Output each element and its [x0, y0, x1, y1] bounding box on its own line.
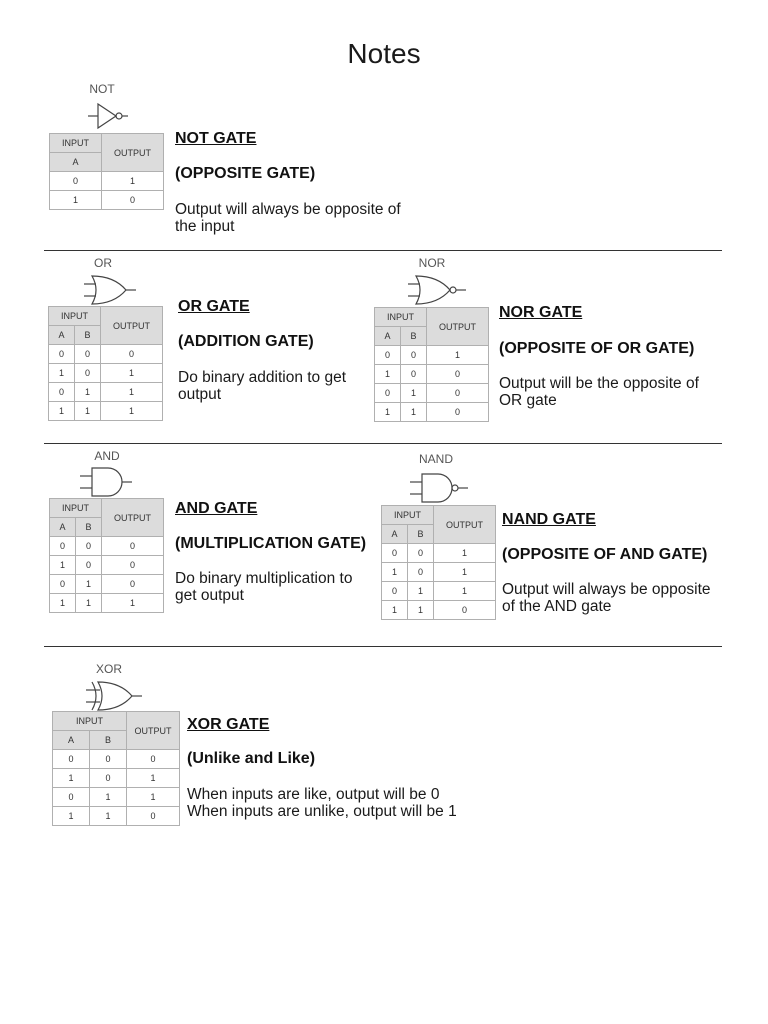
- table-cell: 0: [102, 537, 164, 556]
- input-column-header: A: [53, 731, 90, 750]
- table-cell: 0: [401, 346, 427, 365]
- input-column-header: A: [49, 326, 75, 345]
- input-column-header: B: [401, 327, 427, 346]
- table-row: [375, 346, 489, 365]
- input-column-header: A: [50, 153, 102, 172]
- table-cell: 1: [434, 582, 496, 601]
- table-cell: 0: [127, 807, 180, 826]
- not-gate-description: Output will always be opposite of the input: [175, 201, 401, 235]
- output-header: OUTPUT: [102, 134, 164, 172]
- table-row: [49, 364, 163, 383]
- table-row: [50, 594, 164, 613]
- table-row: [50, 191, 164, 210]
- table-cell: 1: [90, 807, 127, 826]
- xor-symbol-label: XOR: [95, 662, 122, 676]
- not-gate-heading: NOT GATE: [175, 130, 257, 147]
- output-header: OUTPUT: [434, 506, 496, 544]
- table-cell: 1: [76, 594, 102, 613]
- table-cell: 0: [382, 582, 408, 601]
- input-header: INPUT: [53, 712, 127, 731]
- table-cell: 0: [427, 384, 489, 403]
- input-column-header: B: [75, 326, 101, 345]
- input-header: INPUT: [375, 308, 427, 327]
- input-column-header: A: [375, 327, 401, 346]
- table-row: [49, 345, 163, 364]
- table-row: [50, 537, 164, 556]
- input-column-header: A: [50, 518, 76, 537]
- table-cell: 0: [401, 365, 427, 384]
- nand-gate-heading: NAND GATE: [502, 511, 596, 528]
- table-cell: 0: [75, 345, 101, 364]
- table-row: [375, 403, 489, 422]
- table-cell: 0: [53, 788, 90, 807]
- table-row: [50, 556, 164, 575]
- table-row: [382, 563, 496, 582]
- table-cell: 0: [427, 365, 489, 384]
- nand-symbol-label: NAND: [418, 452, 453, 466]
- table-header-row: [53, 712, 180, 731]
- table-row: [375, 384, 489, 403]
- or-gate-symbol-icon: [84, 274, 136, 306]
- table-cell: 1: [102, 172, 164, 191]
- nor-gate-subtitle: (OPPOSITE OF OR GATE): [499, 340, 695, 357]
- or-truth-table: [48, 306, 163, 421]
- table-cell: 0: [408, 563, 434, 582]
- table-row: [53, 788, 180, 807]
- nand-gate-symbol-icon: [410, 472, 470, 504]
- or-gate-heading: OR GATE: [178, 298, 250, 315]
- output-header: OUTPUT: [101, 307, 163, 345]
- nand-gate-subtitle: (OPPOSITE OF AND GATE): [502, 546, 708, 563]
- table-cell: 1: [53, 769, 90, 788]
- not-truth-table: [49, 133, 164, 210]
- nor-gate-heading: NOR GATE: [499, 304, 583, 321]
- table-row: [53, 807, 180, 826]
- table-cell: 1: [382, 563, 408, 582]
- table-row: [50, 575, 164, 594]
- table-cell: 0: [50, 537, 76, 556]
- table-cell: 0: [53, 750, 90, 769]
- table-header-row: [50, 499, 164, 518]
- table-cell: 0: [101, 345, 163, 364]
- and-truth-table: [49, 498, 164, 613]
- table-cell: 0: [375, 384, 401, 403]
- nand-gate-description: Output will always be opposite of the AND gate: [502, 581, 711, 615]
- table-row: [49, 402, 163, 421]
- xor-gate-symbol-icon: [86, 680, 144, 712]
- table-cell: 0: [76, 537, 102, 556]
- table-header-row: [50, 134, 164, 153]
- table-cell: 1: [375, 365, 401, 384]
- output-header: OUTPUT: [127, 712, 180, 750]
- not-gate-subtitle: (OPPOSITE GATE): [175, 165, 316, 182]
- table-header-row: [375, 308, 489, 327]
- table-cell: 1: [53, 807, 90, 826]
- table-cell: 1: [408, 582, 434, 601]
- table-cell: 0: [49, 383, 75, 402]
- input-column-header: B: [408, 525, 434, 544]
- table-cell: 1: [375, 403, 401, 422]
- output-header: OUTPUT: [102, 499, 164, 537]
- table-cell: 1: [101, 364, 163, 383]
- divider: [44, 646, 722, 647]
- table-cell: 0: [102, 191, 164, 210]
- table-cell: 1: [102, 594, 164, 613]
- table-header-row: [382, 506, 496, 525]
- nor-truth-table: [374, 307, 489, 422]
- table-cell: 1: [101, 383, 163, 402]
- table-row: [53, 769, 180, 788]
- xor-truth-table: [52, 711, 180, 826]
- table-cell: 0: [427, 403, 489, 422]
- and-gate-subtitle: (MULTIPLICATION GATE): [175, 535, 367, 552]
- nor-gate-symbol-icon: [408, 274, 466, 306]
- table-cell: 0: [49, 345, 75, 364]
- table-header-row: [49, 307, 163, 326]
- table-cell: 1: [90, 788, 127, 807]
- table-cell: 1: [75, 383, 101, 402]
- table-cell: 0: [127, 750, 180, 769]
- input-header: INPUT: [382, 506, 434, 525]
- table-cell: 1: [50, 594, 76, 613]
- input-column-header: A: [382, 525, 408, 544]
- input-column-header: B: [76, 518, 102, 537]
- input-header: INPUT: [50, 499, 102, 518]
- table-cell: 1: [76, 575, 102, 594]
- or-symbol-label: OR: [94, 256, 112, 270]
- table-row: [375, 365, 489, 384]
- input-header: INPUT: [50, 134, 102, 153]
- table-cell: 0: [102, 556, 164, 575]
- table-cell: 0: [102, 575, 164, 594]
- table-cell: 0: [50, 172, 102, 191]
- table-cell: 1: [408, 601, 434, 620]
- table-row: [382, 544, 496, 563]
- not-symbol-label: NOT: [89, 82, 115, 96]
- table-cell: 1: [127, 788, 180, 807]
- or-gate-description: Do binary addition to get output: [178, 369, 347, 403]
- page-title: Notes: [347, 38, 421, 69]
- and-gate-symbol-icon: [80, 466, 132, 498]
- table-cell: 0: [76, 556, 102, 575]
- table-cell: 1: [127, 769, 180, 788]
- table-cell: 1: [75, 402, 101, 421]
- divider: [44, 250, 722, 251]
- xor-gate-description-line1: When inputs are like, output will be 0: [187, 786, 440, 803]
- table-cell: 0: [382, 544, 408, 563]
- table-cell: 0: [408, 544, 434, 563]
- table-cell: 0: [90, 750, 127, 769]
- table-cell: 1: [401, 403, 427, 422]
- input-column-header: B: [90, 731, 127, 750]
- nand-truth-table: [381, 505, 496, 620]
- xor-gate-subtitle: (Unlike and Like): [187, 750, 316, 767]
- divider: [44, 443, 722, 444]
- table-cell: 0: [375, 346, 401, 365]
- table-cell: 0: [75, 364, 101, 383]
- xor-gate-description-line2: When inputs are unlike, output will be 1: [187, 803, 457, 820]
- table-row: [53, 750, 180, 769]
- table-cell: 1: [49, 364, 75, 383]
- table-cell: 1: [401, 384, 427, 403]
- xor-gate-heading: XOR GATE: [187, 716, 270, 733]
- input-header: INPUT: [49, 307, 101, 326]
- table-row: [382, 601, 496, 620]
- table-row: [382, 582, 496, 601]
- table-cell: 1: [382, 601, 408, 620]
- table-cell: 0: [434, 601, 496, 620]
- table-row: [49, 383, 163, 402]
- table-cell: 1: [434, 563, 496, 582]
- table-cell: 1: [50, 556, 76, 575]
- and-symbol-label: AND: [94, 449, 120, 463]
- table-cell: 1: [427, 346, 489, 365]
- table-cell: 0: [90, 769, 127, 788]
- table-cell: 0: [50, 575, 76, 594]
- or-gate-subtitle: (ADDITION GATE): [178, 333, 314, 350]
- output-header: OUTPUT: [427, 308, 489, 346]
- table-cell: 1: [101, 402, 163, 421]
- table-cell: 1: [50, 191, 102, 210]
- nor-symbol-label: NOR: [418, 256, 446, 270]
- table-cell: 1: [434, 544, 496, 563]
- and-gate-heading: AND GATE: [175, 500, 258, 517]
- table-cell: 1: [49, 402, 75, 421]
- not-gate-symbol-icon: [86, 100, 130, 132]
- nor-gate-description: Output will be the opposite of OR gate: [499, 375, 699, 409]
- and-gate-description: Do binary multiplication to get output: [175, 570, 353, 604]
- table-row: [50, 172, 164, 191]
